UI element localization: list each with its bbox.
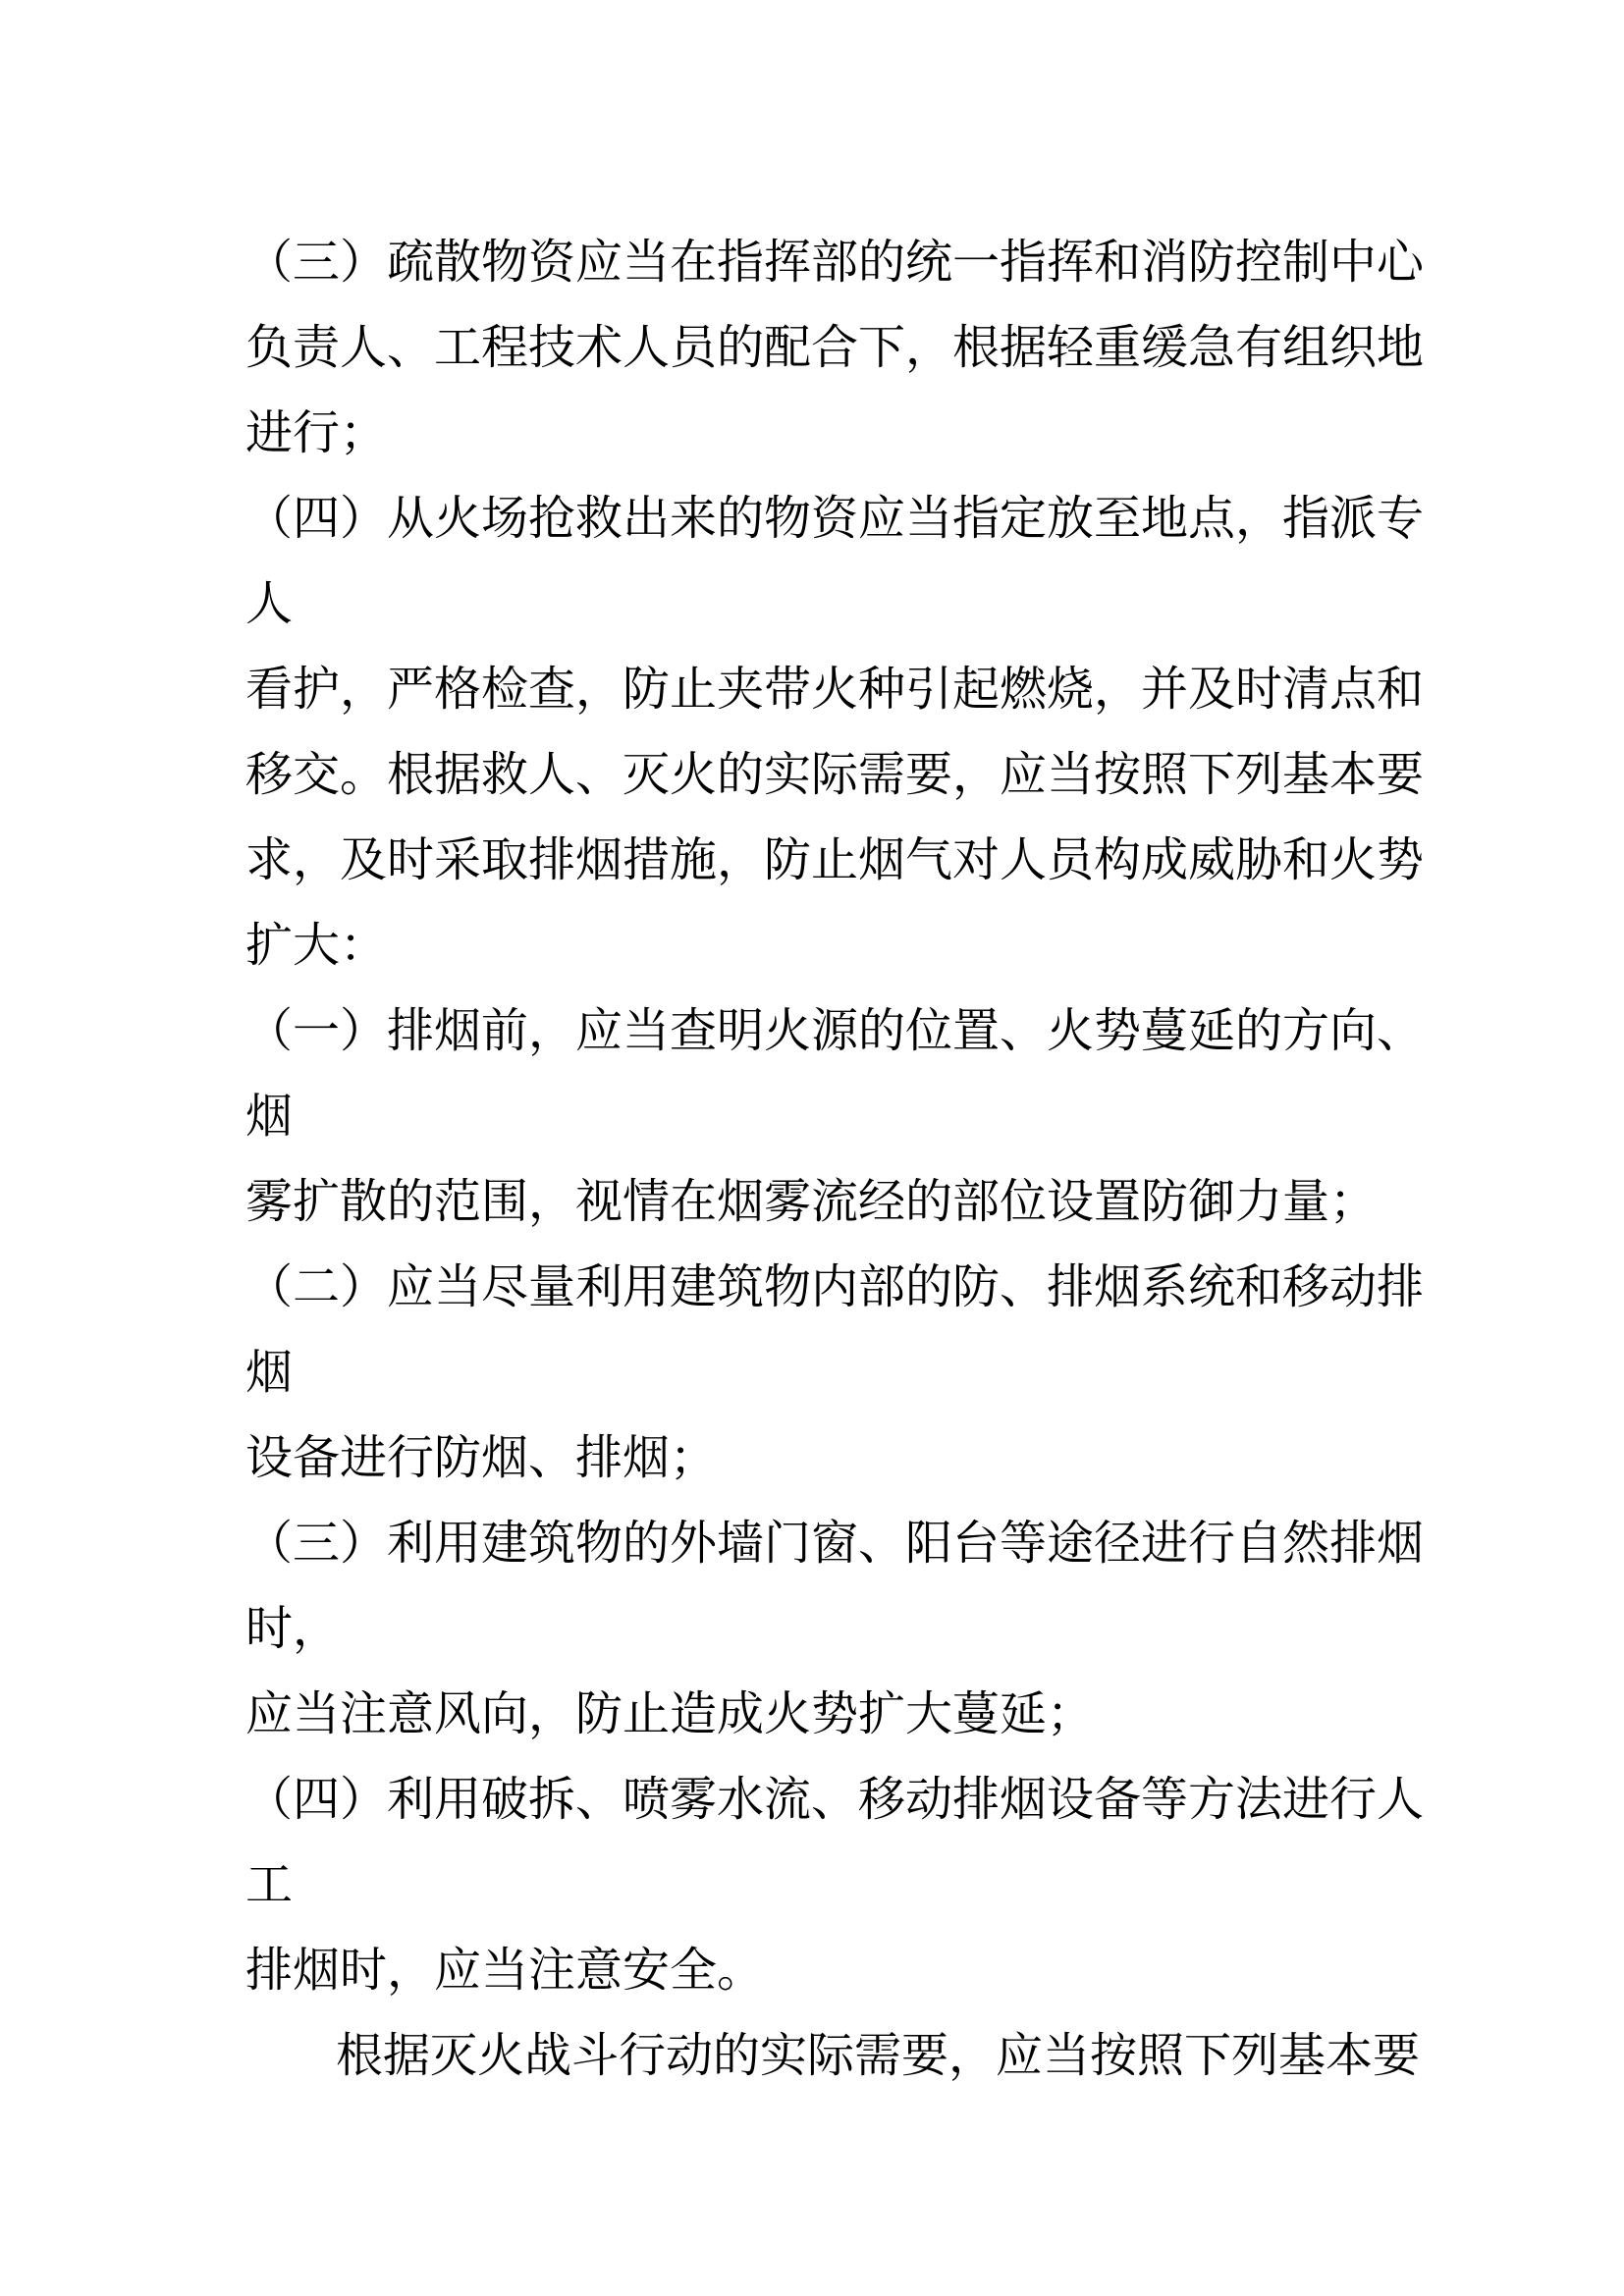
text-line: 烟 xyxy=(245,1089,294,1144)
text-line: 移交。根据救人、灭火的实际需要，应当按照下列基本要 xyxy=(245,747,1425,802)
text-line: 看护，严格检查，防止夹带火种引起燃烧，并及时清点和 xyxy=(245,662,1425,717)
text-line: 求，及时采取排烟措施，防止烟气对人员构成威胁和火势 xyxy=(245,832,1425,887)
text-line: （二）应当尽量利用建筑物内部的防、排烟系统和移动排 xyxy=(245,1259,1425,1314)
text-line: 人 xyxy=(245,576,294,631)
text-line: 负责人、工程技术人员的配合下，根据轻重缓急有组织地 xyxy=(245,320,1425,375)
text-line: 排烟时，应当注意安全。 xyxy=(245,1943,765,1998)
text-line: （三）疏散物资应当在指挥部的统一指挥和消防控制中心 xyxy=(245,235,1425,290)
body-text xyxy=(245,220,1425,2099)
text-line: （三）利用建筑物的外墙门窗、阳台等途径进行自然排烟 xyxy=(245,1516,1425,1571)
text-line: 扩大： xyxy=(245,918,388,973)
text-line: （四）从火场抢救出来的物资应当指定放至地点，指派专 xyxy=(245,491,1425,546)
text-line: 时， xyxy=(245,1601,341,1656)
text-line: 工 xyxy=(245,1857,294,1912)
text-line: 根据灭火战斗行动的实际需要，应当按照下列基本要 xyxy=(336,2028,1421,2083)
text-line: 应当注意风向，防止造成火势扩大蔓延； xyxy=(245,1686,1095,1741)
text-line: 进行； xyxy=(245,405,388,460)
text-line: 设备进行防烟、排烟； xyxy=(245,1430,718,1485)
text-line: （一）排烟前，应当查明火源的位置、火势蔓延的方向、 xyxy=(245,1003,1425,1058)
text-line: 雾扩散的范围，视情在烟雾流经的部位设置防御力量； xyxy=(245,1174,1378,1229)
text-line: （四）利用破拆、喷雾水流、移动排烟设备等方法进行人 xyxy=(245,1772,1425,1827)
text-line: 烟 xyxy=(245,1345,294,1400)
